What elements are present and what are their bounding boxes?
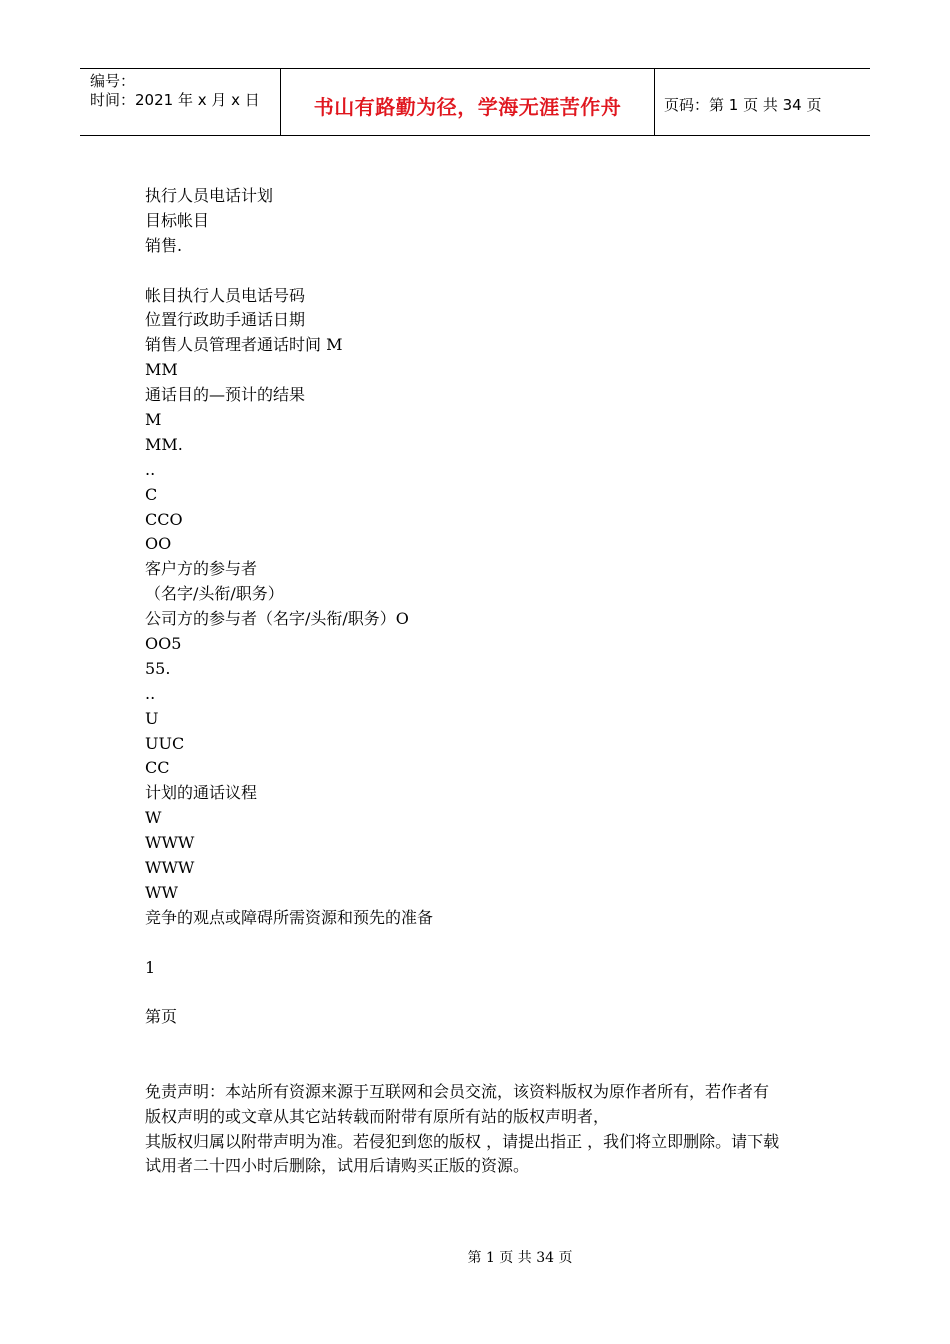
body-line: UUC (145, 733, 185, 753)
body-line: 帐目执行人员电话号码 (145, 285, 306, 305)
body-line: 公司方的参与者（名字/头衔/职务）O (145, 609, 409, 629)
body-line: C (145, 484, 158, 504)
document-header (80, 68, 870, 136)
body-line: 目标帐目 (145, 210, 210, 230)
doc-number-label: 编号： (90, 72, 136, 90)
disclaimer-line: 其版权归属以附带声明为准。若侵犯到您的版权 ，请提出指正 ，我们将立即删除。请下载 (145, 1131, 780, 1151)
body-line: 1 (145, 957, 156, 977)
body-line: M (145, 410, 162, 430)
body-line: 客户方的参与者 (145, 559, 258, 579)
body-line: 第页 (145, 1007, 178, 1027)
body-line: 执行人员电话计划 (145, 186, 274, 205)
body-line: MM (145, 360, 178, 380)
page-footer: 第 1 页 共 34 页 (467, 1250, 573, 1266)
body-line: WWW (145, 858, 195, 878)
body-line: 55. (145, 658, 171, 678)
body-line: OO (145, 534, 172, 554)
disclaimer-line: 试用者二十四小时后删除，试用后请购买正版的资源。 (145, 1156, 530, 1176)
body-line: 计划的通话议程 (145, 783, 258, 803)
header-page-info: 页码：第 1 页 共 34 页 (664, 95, 822, 114)
body-line: 通话目的—预计的结果 (145, 385, 306, 405)
disclaimer-line: 版权声明的或文章从其它站转载而附带有原所有站的版权声明者， (145, 1106, 610, 1126)
blank-line (145, 981, 825, 1006)
body-line: OO5 (145, 634, 182, 654)
disclaimer-line: 免责声明：本站所有资源来源于互联网和会员交流，该资料版权为原作者所有，若作者有 (145, 1082, 770, 1101)
header-motto: 书山有路勤为径，学海无涯苦作舟 (281, 69, 655, 135)
body-line: 销售. (145, 235, 183, 255)
body-line: W (145, 808, 162, 828)
body-line: CCO (145, 509, 183, 529)
body-line: MM. (145, 434, 183, 454)
body-line: 位置行政助手通话日期 (145, 310, 306, 330)
blank-line (145, 259, 825, 284)
body-line: .. (145, 683, 156, 703)
blank-line (145, 931, 825, 956)
body-line: WW (145, 882, 178, 902)
body-line: U (145, 708, 159, 728)
body-line: .. (145, 459, 156, 479)
body-line: CC (145, 758, 170, 778)
body-line: （名字/头衔/职务） (145, 584, 284, 604)
body-line: 竞争的观点或障碍所需资源和预先的准备 (145, 907, 434, 927)
body-line: WWW (145, 833, 195, 853)
body-line: 销售人员管理者通话时间 M (145, 335, 343, 355)
disclaimer (145, 1080, 815, 1179)
doc-time-label: 时间：2021 年 x 月 x 日 (90, 91, 260, 109)
document-body (145, 184, 825, 1030)
header-meta (80, 69, 281, 135)
